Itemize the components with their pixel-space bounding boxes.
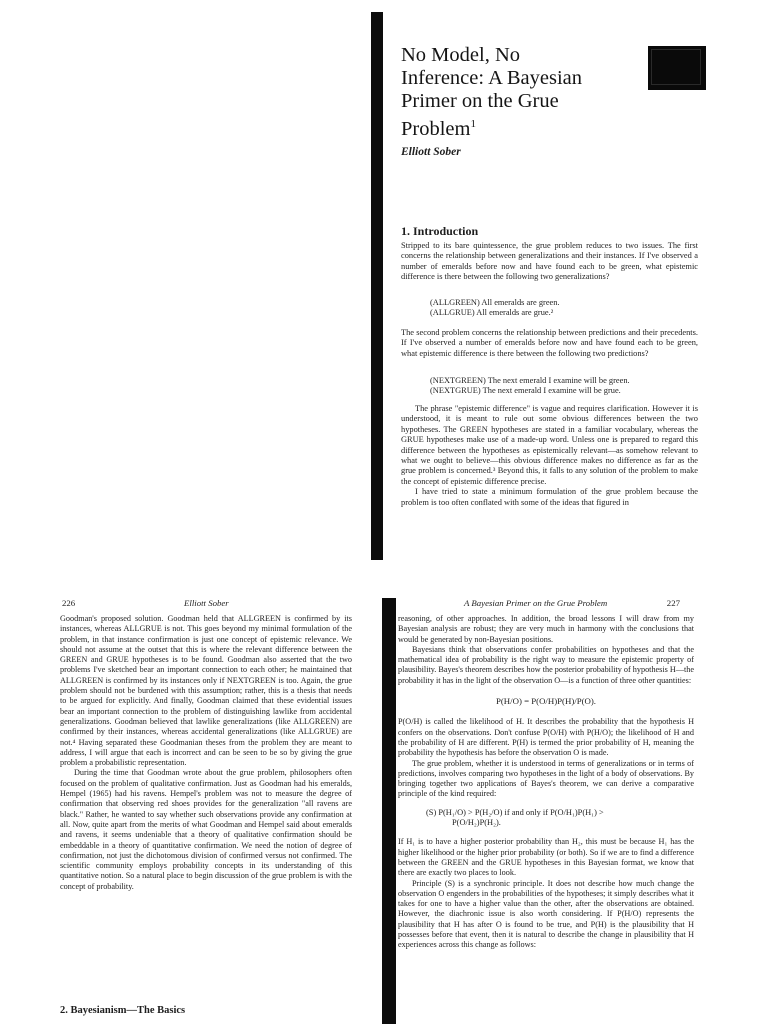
intro-body	[401, 404, 698, 508]
intro-paragraph-4: I have tried to state a minimum formulation of the grue problem because the problem is too often conflated with some of the ideas that figured in	[401, 487, 698, 507]
body-paragraph: P(O/H) is called the likelihood of H. It describes the probability that the hypothesis H confers on the observations. Don't confuse P(O/H) with P(H/O); the likelihood of H and the probability of H are different. P(H) is termed the prior probability of H, meaning the probability the hypothesis has before the observation O is made.	[398, 717, 694, 758]
body-paragraph: Principle (S) is a synchronic principle. It does not describe how much change the observation O engenders in the probabilities of the hypotheses; it simply describes what it takes for one to have a higher value than the other, after the observations are obtained. However, the diachronic issue is also worth considering. If P(H/O) represents the plausibility that H has after O is found to be true, and P(H) is the plausibility that H possesses before that event, then it is natural to describe the change in plausibility that H experiences across this change as follows:	[398, 878, 694, 950]
section-heading-bayesianism: 2. Bayesianism—The Basics	[60, 1005, 186, 1016]
footnote-mark: 1	[470, 118, 476, 130]
title-page	[384, 0, 768, 580]
running-head-title: Elliott Sober	[184, 598, 229, 608]
body-paragraph: Bayesians think that observations confer probabilities on hypotheses and that the mathematical idea of probability is the right way to measure the epistemic property of plausibility. Bayes's theorem describes how the posterior probability of hypothesis H—the probability it has in the light of the observation O—is a function of three other quantities:	[398, 644, 694, 685]
principle-s	[426, 808, 694, 829]
principle-line: P(O/H₂)P(H₂).	[452, 818, 501, 828]
body-paragraph: The grue problem, whether it is understood in terms of generalizations or in terms of predictions, involves comparing two hypotheses in the light of a body of observations. By bringing together two applications of Bayes's theorem, we can derive a comparative principle of the kind required:	[398, 758, 694, 799]
section-heading-introduction: 1. Introduction	[401, 224, 479, 238]
author-name: Elliott Sober	[401, 146, 461, 158]
title-line: No Model, No	[401, 44, 521, 66]
list-item: (ALLGREEN) All emeralds are green.	[430, 298, 560, 307]
top-margin-bar	[371, 12, 383, 560]
running-head-227	[398, 598, 694, 614]
hypotheses-list-generalizations	[430, 298, 560, 319]
intro-paragraph-1: Stripped to its bare quintessence, the grue problem reduces to two issues. The first concerns the relationship between generalizations and their instances. If I've observed a number of emeralds before now and have found each to be green, what epistemic difference is there between the following two generalizations?	[401, 241, 698, 282]
title-line: Problem$^1$	[401, 117, 476, 140]
bayes-theorem-equation: P(H/O) = P(O/H)P(H)/P(O).	[495, 696, 596, 707]
page-number: 226	[62, 598, 76, 608]
body-paragraph: Goodman's proposed solution. Goodman held that ALLGREEN is confirmed by its instances, whereas ALLGRUE is not. This goes beyond my minimal formulation of the problem, in that instance confirmation is just one concept of epistemic relevance. We should not assume at the outset that this is where the relevant difference between the GREEN and GRUE hypotheses is to be found. Goodman also asserted that the two problems I've sketched bear an important connection to each other; he maintained that ALLGREEN is confirmed by its instances only if NEXTGREEN is too. Again, the grue problem should not be burdened with this assumption; rather, this is a thesis that needs to be argued for explicitly. And finally, Goodman claimed that these evidential issues bear an important connection to the problem of distinguishing lawlike from accidental generalizations. Goodman believed that lawlike generalizations (like ALLGREEN) are confirmed by their instances, whereas accidental generalizations (like ALLGRUE) are not.⁴ Having separated these Goodmanian theses from the problem they are meant to address, I will argue that each is incorrect and can be seen to be so by giving the grue problem a probabilistic representation.	[60, 614, 352, 768]
body-paragraph: During the time that Goodman wrote about the grue problem, philosophers often focused on the problem of qualitative confirmation. Just as Goodman had his emeralds, Hempel (1965) had his ravens. Hempel's problem was not to measure the degree of confirmation that observing red shoes provides for the generalization "all ravens are black." Rather, he wanted to say whether such observations provide any confirmation at all. Now, quite apart from the merits of what Goodman and Hempel said about emeralds and ravens, it seems undeniable that a theory of qualitative confirmation should be embeddable in a theory of quantitative confirmation. We need the notion of degree of confirmation, not just the dichotomous division of confirmed versus not confirmed. The scientific community employs probability concepts in its understanding of this quantitative notion. So a natural place to begin discussion of the grue problem is with the concept of probability.	[60, 768, 352, 891]
list-item: (NEXTGRUE) The next emerald I examine will be grue.	[430, 386, 621, 396]
intro-paragraph-2: The second problem concerns the relationship between predictions and their precedents. If I've observed a number of emeralds before now and have found each to be green, what epistemic difference is there between the following two predictions?	[401, 328, 698, 358]
hypotheses-list-predictions	[430, 376, 630, 397]
intro-paragraph-3: The phrase "epistemic difference" is vague and requires clarification. However it is understood, it is meant to rule out some obvious differences between the two hypotheses. The GREEN hypotheses are stated in a familiar vocabulary, whereas the GRUE hypotheses make use of a made-up word. Unless one is prepared to regard this difference between the hypotheses as epistemically relevant—as somehow relevant to what we ought to believe—this obvious difference makes no difference as far as the grue problem is concerned.³ Beyond this, it falls to any solution of the problem to make the concept of epistemic difference precise.	[401, 404, 698, 486]
body-paragraph: reasoning, of other approaches. In addition, the broad lessons I will draw from my Bayesian analysis are robust; they are very much in harmony with the conclusions that would be generated by non-Bayesian positions.	[398, 614, 694, 644]
list-item: (ALLGRUE) All emeralds are grue.²	[430, 308, 554, 318]
page-227	[398, 598, 694, 951]
page-226	[60, 598, 352, 1016]
bottom-margin-bar	[382, 598, 396, 1024]
title-line: Primer on the Grue	[401, 90, 559, 112]
page-number: 227	[666, 598, 680, 608]
black-square-ornament	[648, 46, 706, 90]
list-item: (NEXTGREEN) The next emerald I examine will be green.	[430, 376, 630, 385]
article-title	[401, 44, 633, 141]
running-head-title: A Bayesian Primer on the Grue Problem	[464, 598, 608, 608]
running-head-226	[60, 598, 352, 614]
principle-line: (S) P(H₁/O) > P(H₂/O) if and only if P(O/H₁)P(H₁) >	[426, 807, 604, 817]
body-paragraph: If H₁ is to have a higher posterior probability than H₂, this must be because H₁ has the higher likelihood or the higher prior probability (or both). So if we are to find a difference between the GREEN and the GRUE hypotheses in this Bayesian format, we know that there are exactly two places to look.	[398, 837, 694, 878]
title-line: Inference: A Bayesian	[401, 67, 583, 89]
